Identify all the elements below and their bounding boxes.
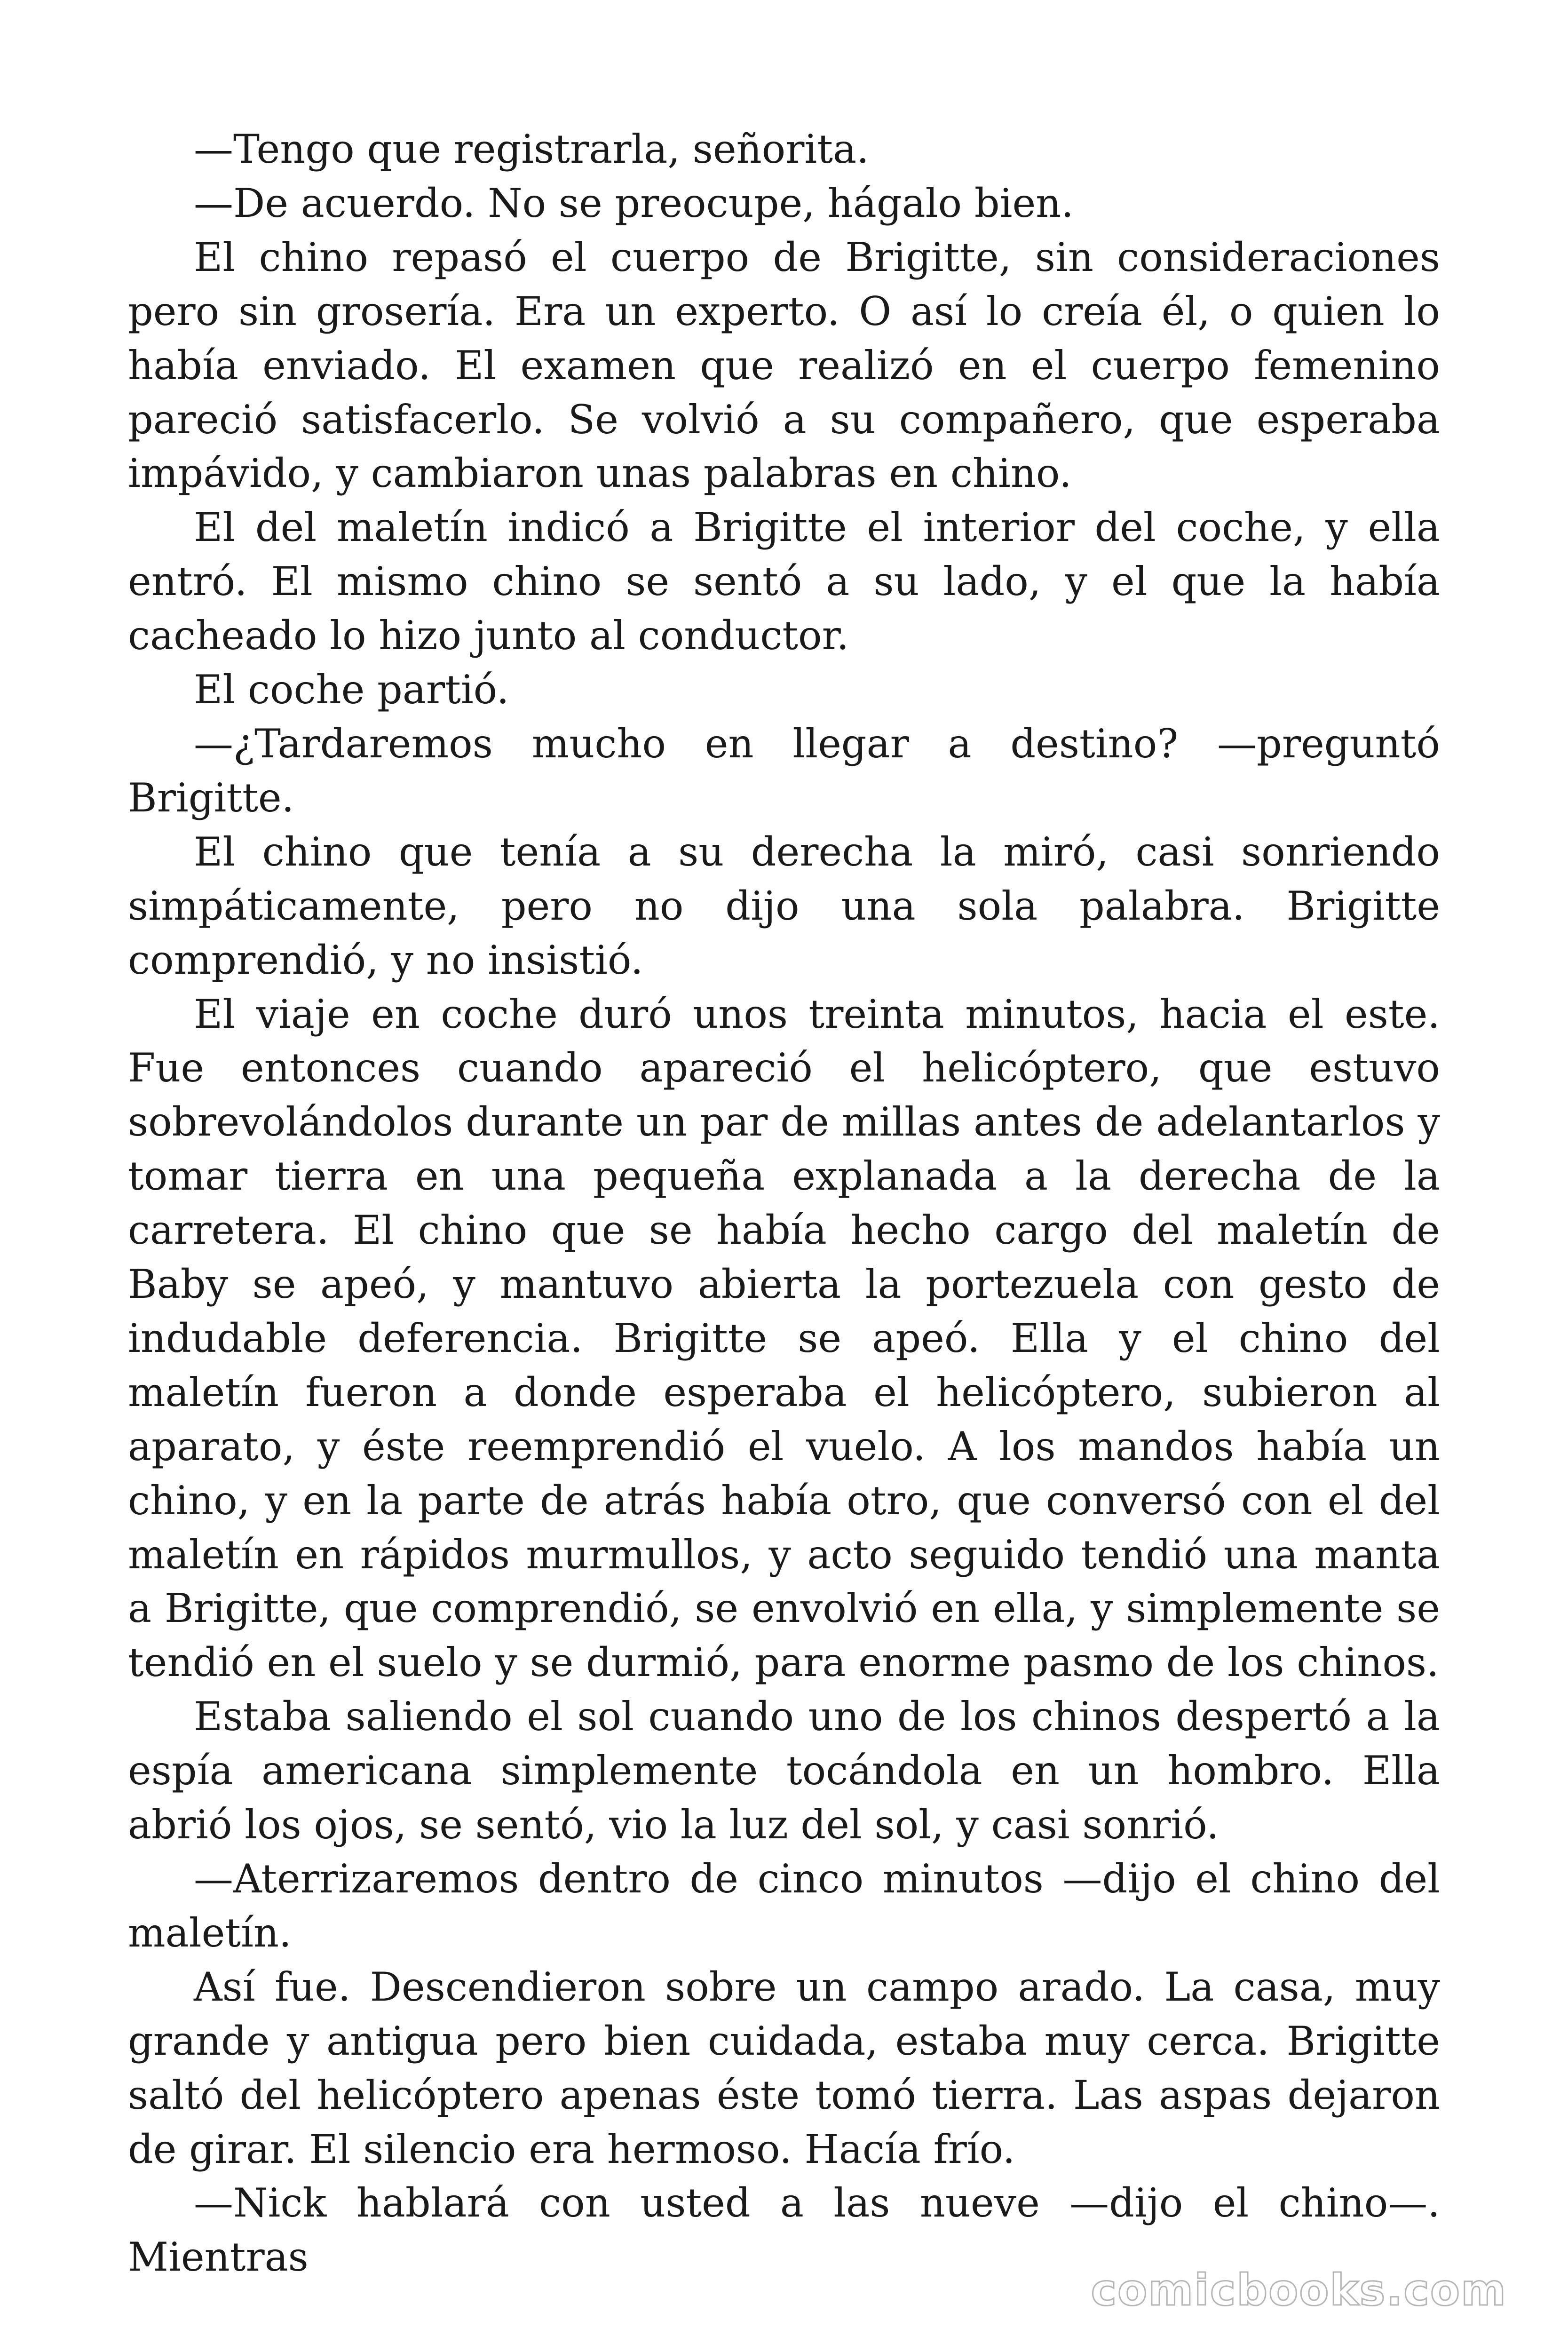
paragraph: El viaje en coche duró unos treinta minutos, hacia el este. Fue entonces cuando apareció el helicóptero, que estuvo sobrevolándolos durante un par de millas antes de adelantarlos y tomar tierra en una pequeña explanada a la derecha de la carretera. El chino que se había hecho cargo del maletín de Baby se apeó, y mantuvo abierta la portezuela con gesto de indudable deferencia. Brigitte se apeó. Ella y el chino del maletín fueron a donde esperaba el helicóptero, subieron al aparato, y éste reemprendió el vuelo. A los mandos había un chino, y en la parte de atrás había otro, que conversó con el del maletín en rápidos murmullos, y acto seguido tendió una manta a Brigitte, que comprendió, se envolvió en ella, y simplemente se tendió en el suelo y se durmió, para enorme pasmo de los chinos. (128, 991, 1440, 1686)
paragraph: —Aterrizaremos dentro de cinco minutos —dijo el chino del maletín. (128, 1856, 1440, 1956)
paragraph: El del maletín indicó a Brigitte el interior del coche, y ella entró. El mismo chino se sentó a su lado, y el que la había cacheado lo hizo junto al conductor. (128, 504, 1440, 659)
paragraph: El chino repasó el cuerpo de Brigitte, sin consideraciones pero sin grosería. Era un experto. O así lo creía él, o quien lo había enviado. El examen que realizó en el cuerpo femenino pareció satisfacerlo. Se volvió a su compañero, que esperaba impávido, y cambiaron unas palabras en chino. (128, 234, 1440, 497)
paragraph: El coche partió. (194, 667, 509, 713)
paragraph: Así fue. Descendieron sobre un campo arado. La casa, muy grande y antigua pero bien cuidada, estaba muy cerca. Brigitte saltó del helicóptero apenas éste tomó tierra. Las aspas dejaron de girar. El silencio era hermoso. Hacía frío. (128, 1963, 1440, 2172)
paragraph: —Tengo que registrarla, señorita. (194, 126, 869, 172)
paragraph: —De acuerdo. No se preocupe, hágalo bien. (194, 180, 1074, 226)
watermark-logo: comicbooks.com (1091, 2265, 1507, 2315)
page-body (128, 122, 1440, 2284)
paragraph: El chino que tenía a su derecha la miró, casi sonriendo simpáticamente, pero no dijo una sola palabra. Brigitte comprendió, y no insistió. (128, 828, 1440, 983)
paragraph-continued: —Nick hablará con usted a las nueve —dijo el chino—. Mientras (128, 2180, 1440, 2280)
paragraph: —¿Tardaremos mucho en llegar a destino? —preguntó Brigitte. (128, 720, 1440, 821)
paragraph: Estaba saliendo el sol cuando uno de los chinos despertó a la espía americana simplemente tocándola en un hombro. Ella abrió los ojos, se sentó, vio la luz del sol, y casi sonrió. (128, 1693, 1440, 1848)
